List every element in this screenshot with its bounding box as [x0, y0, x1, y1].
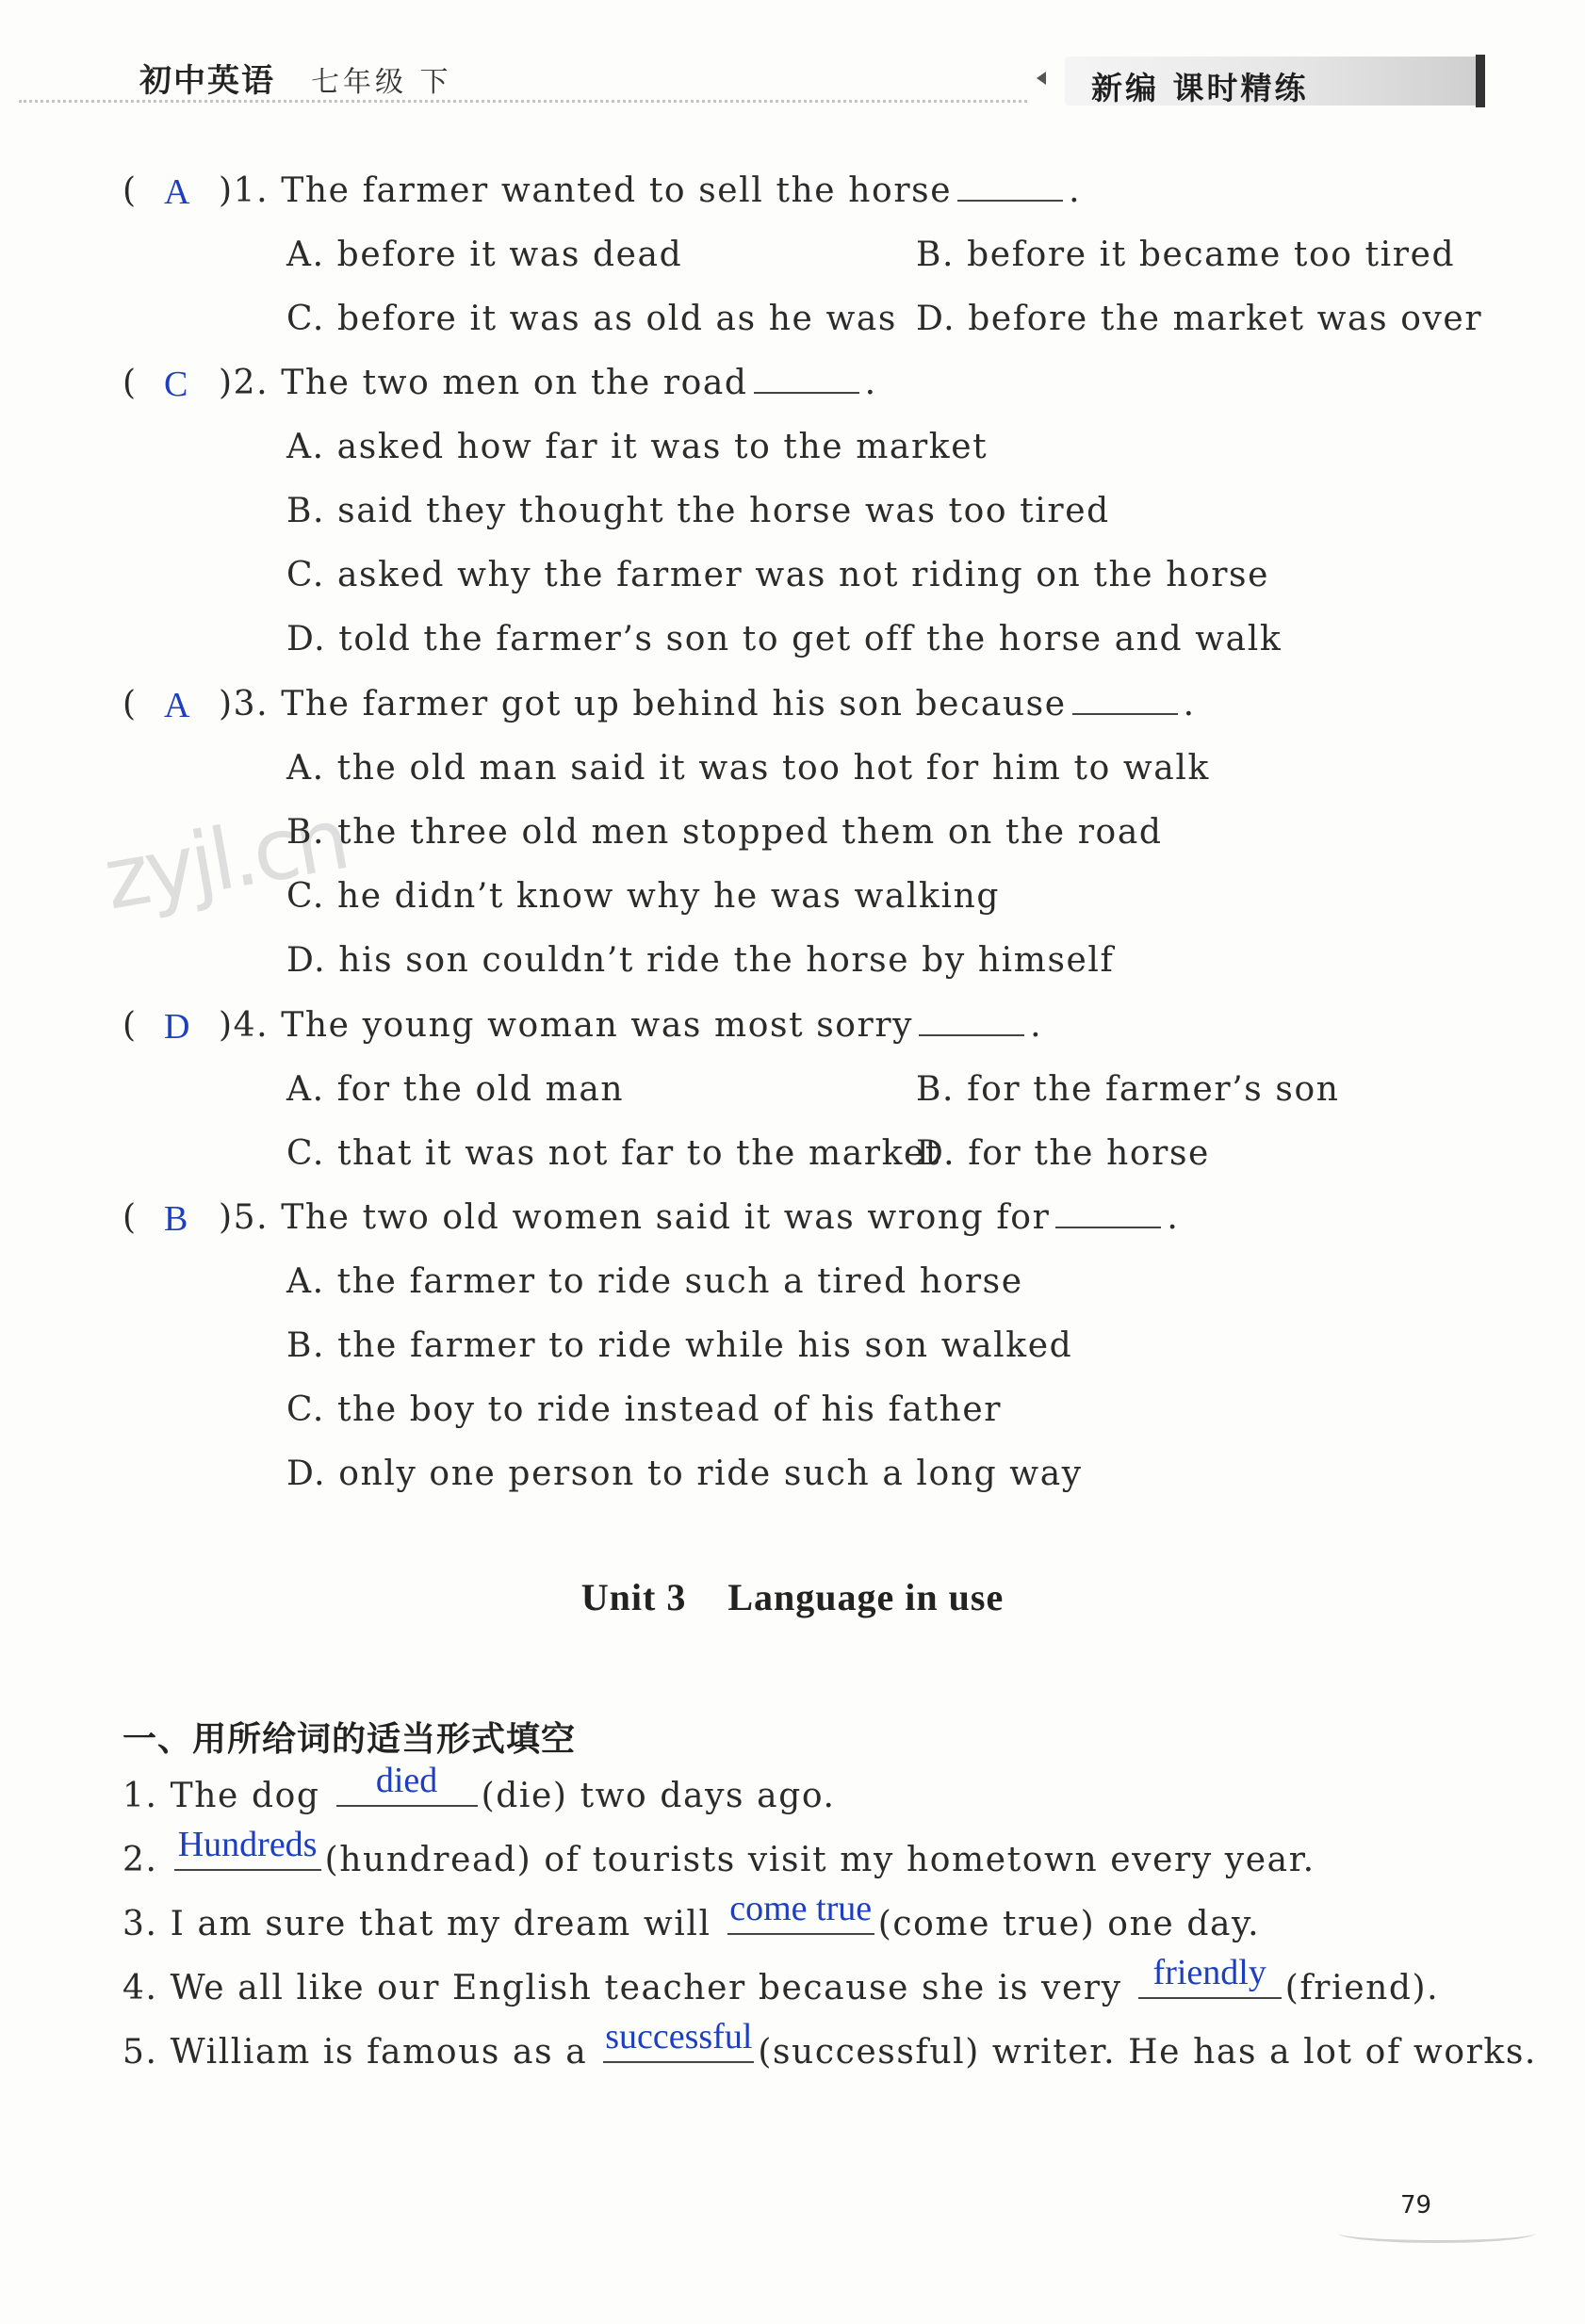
- option-c: C. before it was as old as he was: [286, 300, 897, 338]
- fill-item-2: [123, 1825, 1315, 1879]
- answer-blank: [919, 1008, 1024, 1036]
- question-number: 3.: [233, 685, 270, 723]
- answer-paren-open: (: [123, 685, 137, 723]
- question-text: The two old women said it was wrong for: [281, 1198, 1051, 1237]
- question-end: .: [1030, 1006, 1043, 1045]
- item-text-before: William is famous as a: [170, 2033, 588, 2072]
- filled-answer: Hundreds: [177, 1825, 318, 1864]
- filled-answer: successful: [605, 2017, 753, 2056]
- item-number: 4.: [123, 1969, 158, 2007]
- answer-paren-open: (: [123, 364, 137, 402]
- question-stem: )3. The farmer got up behind his son because .: [219, 685, 1196, 723]
- question-answer: D: [164, 1007, 190, 1047]
- question-answer: A: [164, 686, 190, 725]
- option-c: C. he didn’t know why he was walking: [286, 877, 1001, 916]
- option-d: D. for the horse: [916, 1134, 1210, 1173]
- option-c: C. that it was not far to the market: [286, 1134, 940, 1173]
- answer-paren-open: (: [123, 1198, 137, 1237]
- item-text-after: (friend).: [1284, 1969, 1440, 2007]
- item-text-after: (die) two days ago.: [481, 1777, 836, 1815]
- page-decoration: [1338, 2223, 1536, 2243]
- question-text: The young woman was most sorry: [281, 1006, 914, 1045]
- option-b: B. said they thought the horse was too tired: [286, 492, 1110, 530]
- option-d: D. before the market was over: [916, 300, 1483, 338]
- option-b: B. for the farmer’s son: [916, 1070, 1340, 1109]
- answer-blank: [336, 1761, 478, 1807]
- question-text: The two men on the road: [281, 364, 748, 402]
- filled-answer: died: [375, 1761, 438, 1800]
- series-banner: [1065, 57, 1479, 106]
- answer-blank: [603, 2017, 754, 2063]
- unit-title: Unit 3 Language in use: [580, 1576, 1005, 1618]
- answer-blank: [957, 173, 1063, 202]
- question-stem: )1. The farmer wanted to sell the horse .: [219, 171, 1082, 210]
- question-stem: )2. The two men on the road .: [219, 364, 877, 402]
- fill-item-1: [123, 1761, 836, 1815]
- triangle-left-icon: [1037, 72, 1046, 85]
- question-number: 4.: [233, 1006, 270, 1045]
- fill-item-4: [123, 1953, 1440, 2007]
- grade-label: 七年级 下: [311, 66, 452, 99]
- question-answer: B: [164, 1199, 188, 1239]
- page-header: [0, 0, 1585, 122]
- item-number: 1.: [123, 1777, 158, 1815]
- answer-blank: [1072, 687, 1178, 715]
- option-c: C. the boy to ride instead of his father: [286, 1390, 1003, 1429]
- item-number: 3.: [123, 1905, 158, 1943]
- header-divider: [19, 100, 1027, 103]
- book-title: 初中英语: [139, 62, 275, 100]
- question-end: .: [1183, 685, 1196, 723]
- answer-blank: [1138, 1953, 1282, 1999]
- item-number: 5.: [123, 2033, 158, 2072]
- item-text-after: (successful) writer. He has a lot of works.: [758, 2033, 1537, 2072]
- page-number: 79: [1400, 2191, 1432, 2219]
- question-text: The farmer wanted to sell the horse: [281, 171, 953, 210]
- question-stem: )5. The two old women said it was wrong for .: [219, 1198, 1180, 1237]
- answer-blank: [754, 366, 859, 394]
- item-text-before: We all like our English teacher because she is very: [170, 1969, 1122, 2007]
- option-d: D. told the farmer’s son to get off the horse and walk: [286, 620, 1283, 658]
- answer-blank: [174, 1825, 321, 1871]
- answer-blank: [1055, 1200, 1161, 1228]
- question-text: The farmer got up behind his son because: [281, 685, 1067, 723]
- option-d: D. only one person to ride such a long way: [286, 1455, 1083, 1493]
- option-d: D. his son couldn’t ride the horse by himself: [286, 941, 1115, 980]
- option-a: A. the farmer to ride such a tired horse: [286, 1262, 1023, 1301]
- question-stem: )4. The young woman was most sorry .: [219, 1006, 1043, 1045]
- question-number: 5.: [233, 1198, 270, 1237]
- question-end: .: [1069, 171, 1082, 210]
- option-b: B. before it became too tired: [916, 236, 1456, 274]
- question-end: .: [864, 364, 877, 402]
- header-bar: [1476, 55, 1485, 107]
- watermark: zyjl.cn: [96, 789, 353, 930]
- option-a: A. asked how far it was to the market: [286, 428, 989, 466]
- question-number: 1.: [233, 171, 270, 210]
- item-number: 2.: [123, 1841, 158, 1879]
- fill-item-3: [123, 1889, 1261, 1943]
- section-title: 一、用所给词的适当形式填空: [123, 1720, 577, 1759]
- question-end: .: [1167, 1198, 1180, 1237]
- question-number: 2.: [233, 364, 270, 402]
- filled-answer: friendly: [1152, 1953, 1266, 1992]
- option-a: A. the old man said it was too hot for him to walk: [286, 749, 1210, 788]
- question-answer: C: [164, 365, 188, 404]
- item-text-before: The dog: [170, 1777, 320, 1815]
- answer-paren-open: (: [123, 171, 137, 210]
- item-text-before: I am sure that my dream will: [170, 1905, 711, 1943]
- series-title: 新编 课时精练: [1091, 70, 1309, 106]
- option-b: B. the three old men stopped them on the road: [286, 813, 1163, 852]
- item-text-after: (hundread) of tourists visit my hometown every year.: [324, 1841, 1315, 1879]
- option-a: A. for the old man: [286, 1070, 625, 1109]
- option-a: A. before it was dead: [286, 236, 683, 274]
- option-c: C. asked why the farmer was not riding on the horse: [286, 556, 1270, 594]
- fill-item-5: [123, 2017, 1537, 2072]
- option-b: B. the farmer to ride while his son walked: [286, 1326, 1073, 1365]
- filled-answer: come true: [729, 1889, 873, 1928]
- question-answer: A: [164, 172, 190, 212]
- answer-paren-open: (: [123, 1006, 137, 1045]
- item-text-after: (come true) one day.: [877, 1905, 1261, 1943]
- answer-blank: [727, 1889, 874, 1935]
